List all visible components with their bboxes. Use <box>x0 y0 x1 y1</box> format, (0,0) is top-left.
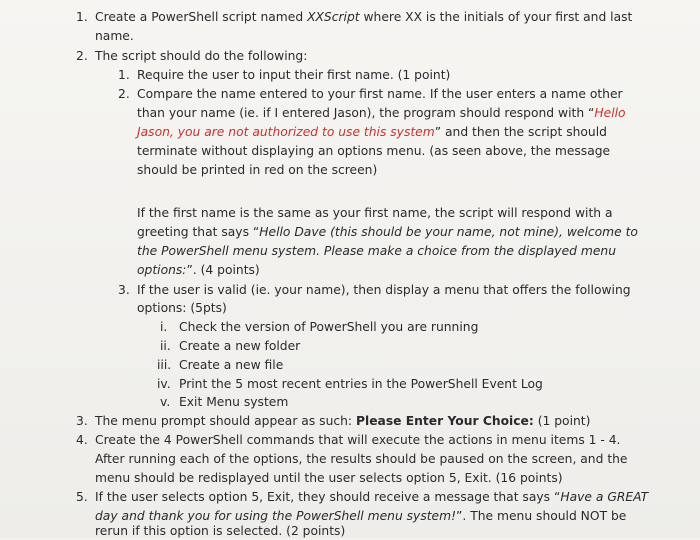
option-v-text: Exit Menu system <box>179 395 289 409</box>
item-2-number: 2. <box>76 49 88 63</box>
item-5-line-2: day and thank you for using the PowerShell menu system!”. The menu should NOT be <box>95 509 627 523</box>
subitem-2-line-5: should be printed in red on the screen) <box>137 163 378 177</box>
subitem-1-number: 1. <box>118 68 130 82</box>
subitem-1-line-1: Require the user to input their first name. (1 point) <box>137 68 451 82</box>
subitem-2-line-3: Jason, you are not authorized to use this system” and then the script should <box>137 125 607 139</box>
subitem-2-paragraph-2-line-2: greeting that says “Hello Dave (this should be your name, not mine), welcome to <box>137 225 638 239</box>
subitem-3-number: 3. <box>118 283 130 297</box>
item-4-line-2: After running each of the options, the results should be paused on the screen, and the <box>95 452 628 466</box>
item-4-line-1: Create the 4 PowerShell commands that will execute the actions in menu items 1 - 4. <box>95 433 621 447</box>
item-2-line-1: The script should do the following: <box>95 49 308 63</box>
option-v-number: v. <box>160 395 171 409</box>
item-4-line-3: menu should be redisplayed until the user selects option 5, Exit. (16 points) <box>95 471 563 485</box>
item-1-line-1: Create a PowerShell script named XXScript where XX is the initials of your first and last <box>95 10 633 24</box>
option-ii-number: ii. <box>160 339 171 353</box>
item-3-line-1: The menu prompt should appear as such: Please Enter Your Choice: (1 point) <box>95 414 591 428</box>
option-ii-text: Create a new folder <box>179 339 301 353</box>
item-1-line-2: name. <box>95 29 134 43</box>
subitem-2-line-4: terminate without displaying an options menu. (as seen above, the message <box>137 144 611 158</box>
option-iii-text: Create a new file <box>179 358 284 372</box>
item-4-number: 4. <box>76 433 88 447</box>
option-iv-number: iv. <box>157 377 171 391</box>
item-5-line-1: If the user selects option 5, Exit, they should receive a message that says “Have a GREAT <box>95 490 649 504</box>
subitem-2-number: 2. <box>118 87 130 101</box>
subitem-3-line-1: If the user is valid (ie. your name), then display a menu that offers the following <box>137 283 631 297</box>
item-3-number: 3. <box>76 414 88 428</box>
option-i-text: Check the version of PowerShell you are running <box>179 320 479 334</box>
subitem-2-paragraph-2-line-4: options:”. (4 points) <box>137 263 260 277</box>
subitem-3-line-2: options: (5pts) <box>137 301 227 315</box>
option-iii-number: iii. <box>157 358 172 372</box>
subitem-2-line-1: Compare the name entered to your first name. If the user enters a name other <box>137 87 623 101</box>
subitem-2-line-2: than your name (ie. if I entered Jason), the program should respond with “Hello <box>137 106 626 120</box>
option-i-number: i. <box>160 320 168 334</box>
item-5-number: 5. <box>76 490 88 504</box>
item-1-number: 1. <box>76 10 88 24</box>
subitem-2-paragraph-2-line-1: If the first name is the same as your first name, the script will respond with a <box>137 206 613 220</box>
option-iv-text: Print the 5 most recent entries in the PowerShell Event Log <box>179 377 543 391</box>
item-5-line-3: rerun if this option is selected. (2 points) <box>95 524 346 538</box>
subitem-2-paragraph-2-line-3: the PowerShell menu system. Please make a choice from the displayed menu <box>137 244 616 258</box>
